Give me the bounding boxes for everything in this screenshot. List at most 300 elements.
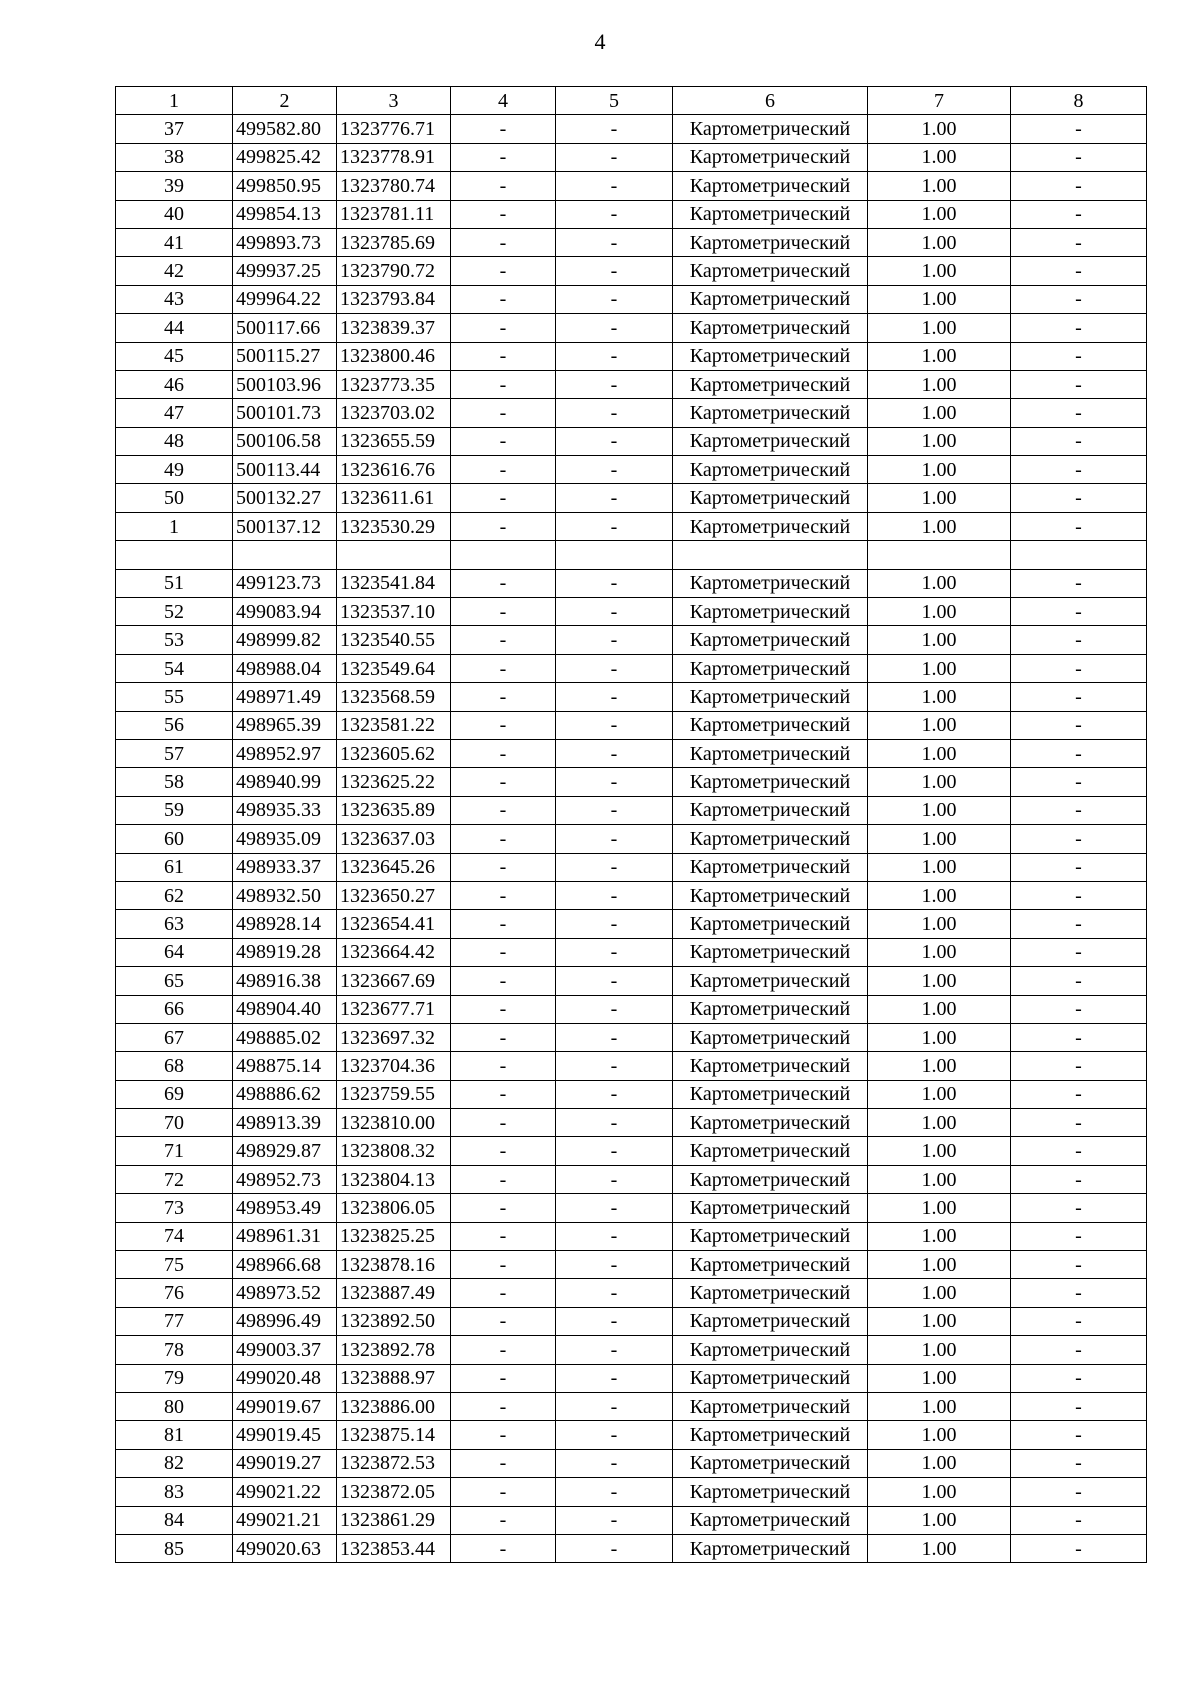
cell-x-coordinate: 498999.82 xyxy=(233,626,337,654)
cell-x-coordinate: 498875.14 xyxy=(233,1052,337,1080)
cell-col-4: - xyxy=(451,1023,556,1051)
cell-col-8: - xyxy=(1011,598,1147,626)
cell-method: Картометрический xyxy=(673,1279,868,1307)
cell-x-coordinate: 499019.45 xyxy=(233,1421,337,1449)
cell-col-8: - xyxy=(1011,285,1147,313)
cell-col-8: - xyxy=(1011,1251,1147,1279)
cell-col-8: - xyxy=(1011,115,1147,143)
cell-x-coordinate: 498940.99 xyxy=(233,768,337,796)
cell-precision: 1.00 xyxy=(868,1534,1011,1562)
cell-col-4: - xyxy=(451,1109,556,1137)
cell-x-coordinate: 499123.73 xyxy=(233,569,337,597)
cell-col-8: - xyxy=(1011,853,1147,881)
table-row xyxy=(116,314,1147,342)
cell-method: Картометрический xyxy=(673,626,868,654)
cell-col-5: - xyxy=(556,967,673,995)
cell-col-4: - xyxy=(451,484,556,512)
cell-col-8: - xyxy=(1011,1307,1147,1335)
cell-precision: 1.00 xyxy=(868,399,1011,427)
cell-col-5: - xyxy=(556,1023,673,1051)
cell-y-coordinate: 1323878.16 xyxy=(337,1251,451,1279)
cell-point-number: 38 xyxy=(116,143,233,171)
cell-y-coordinate: 1323655.59 xyxy=(337,427,451,455)
cell-col-4: - xyxy=(451,228,556,256)
cell-method: Картометрический xyxy=(673,1392,868,1420)
cell-col-4: - xyxy=(451,654,556,682)
cell-y-coordinate: 1323773.35 xyxy=(337,370,451,398)
cell-y-coordinate: 1323892.50 xyxy=(337,1307,451,1335)
cell-col-8: - xyxy=(1011,1421,1147,1449)
table-row xyxy=(116,1449,1147,1477)
cell-y-coordinate: 1323808.32 xyxy=(337,1137,451,1165)
cell-col-5: - xyxy=(556,1251,673,1279)
cell-col-5: - xyxy=(556,1109,673,1137)
cell-method: Картометрический xyxy=(673,1421,868,1449)
cell-point-number: 70 xyxy=(116,1109,233,1137)
cell-method: Картометрический xyxy=(673,456,868,484)
cell-x-coordinate: 500137.12 xyxy=(233,512,337,540)
table-row xyxy=(116,1165,1147,1193)
cell-col-8: - xyxy=(1011,1222,1147,1250)
cell-x-coordinate: 498971.49 xyxy=(233,683,337,711)
page-number: 4 xyxy=(594,29,606,54)
cell-method: Картометрический xyxy=(673,1080,868,1108)
cell-y-coordinate: 1323537.10 xyxy=(337,598,451,626)
cell-col-5: - xyxy=(556,683,673,711)
cell-point-number: 73 xyxy=(116,1194,233,1222)
cell-precision: 1.00 xyxy=(868,1506,1011,1534)
cell-precision: 1.00 xyxy=(868,257,1011,285)
cell-point-number: 74 xyxy=(116,1222,233,1250)
cell-precision: 1.00 xyxy=(868,796,1011,824)
cell-point-number: 71 xyxy=(116,1137,233,1165)
cell-col-4: - xyxy=(451,569,556,597)
cell-col-4: - xyxy=(451,427,556,455)
cell-method: Картометрический xyxy=(673,1506,868,1534)
cell-precision: 1.00 xyxy=(868,739,1011,767)
cell-precision: 1.00 xyxy=(868,910,1011,938)
cell-method: Картометрический xyxy=(673,1478,868,1506)
cell-precision: 1.00 xyxy=(868,1364,1011,1392)
cell-method: Картометрический xyxy=(673,910,868,938)
table-row xyxy=(116,910,1147,938)
cell-col-8: - xyxy=(1011,1109,1147,1137)
cell-col-4: - xyxy=(451,200,556,228)
cell-y-coordinate: 1323616.76 xyxy=(337,456,451,484)
cell-y-coordinate: 1323549.64 xyxy=(337,654,451,682)
cell-precision: 1.00 xyxy=(868,143,1011,171)
cell-precision: 1.00 xyxy=(868,228,1011,256)
cell-col-8: - xyxy=(1011,143,1147,171)
cell-col-4: - xyxy=(451,1307,556,1335)
cell-precision: 1.00 xyxy=(868,1194,1011,1222)
table-row xyxy=(116,938,1147,966)
cell-x-coordinate: 499582.80 xyxy=(233,115,337,143)
cell-col-5: - xyxy=(556,1534,673,1562)
cell-precision: 1.00 xyxy=(868,995,1011,1023)
cell-col-8: - xyxy=(1011,825,1147,853)
cell-y-coordinate: 1323888.97 xyxy=(337,1364,451,1392)
table-row xyxy=(116,1109,1147,1137)
cell-col-4: - xyxy=(451,143,556,171)
cell-col-8: - xyxy=(1011,1023,1147,1051)
cell-col-8: - xyxy=(1011,1080,1147,1108)
cell-x-coordinate: 499020.48 xyxy=(233,1364,337,1392)
cell-point-number: 83 xyxy=(116,1478,233,1506)
cell-method: Картометрический xyxy=(673,1052,868,1080)
cell-x-coordinate: 498885.02 xyxy=(233,1023,337,1051)
cell-col-8: - xyxy=(1011,569,1147,597)
header-cell-col-4: 4 xyxy=(451,87,556,115)
cell-point-number: 40 xyxy=(116,200,233,228)
cell-method: Картометрический xyxy=(673,484,868,512)
cell-point-number: 42 xyxy=(116,257,233,285)
cell-x-coordinate: 498988.04 xyxy=(233,654,337,682)
cell-y-coordinate: 1323541.84 xyxy=(337,569,451,597)
cell-col-4: - xyxy=(451,1364,556,1392)
cell-x-coordinate: 498886.62 xyxy=(233,1080,337,1108)
header-cell-point-number: 1 xyxy=(116,87,233,115)
cell-method: Картометрический xyxy=(673,1364,868,1392)
cell-x-coordinate: 500103.96 xyxy=(233,370,337,398)
cell-col-5: - xyxy=(556,314,673,342)
cell-col-4: - xyxy=(451,115,556,143)
cell-col-8: - xyxy=(1011,1392,1147,1420)
table-row xyxy=(116,1052,1147,1080)
table-row xyxy=(116,796,1147,824)
cell-x-coordinate: 498932.50 xyxy=(233,881,337,909)
cell-y-coordinate: 1323778.91 xyxy=(337,143,451,171)
cell-col-5: - xyxy=(556,910,673,938)
cell-precision: 1.00 xyxy=(868,1392,1011,1420)
cell-method: Картометрический xyxy=(673,1137,868,1165)
cell-col-5: - xyxy=(556,257,673,285)
cell-col-5: - xyxy=(556,143,673,171)
cell-col-5: - xyxy=(556,825,673,853)
cell-point-number: 82 xyxy=(116,1449,233,1477)
table-row xyxy=(116,1421,1147,1449)
cell-col-4: - xyxy=(451,598,556,626)
cell-y-coordinate: 1323605.62 xyxy=(337,739,451,767)
cell-method: Картометрический xyxy=(673,711,868,739)
cell-col-5: - xyxy=(556,200,673,228)
cell-precision: 1.00 xyxy=(868,683,1011,711)
cell-col-4: - xyxy=(451,1251,556,1279)
cell-col-8: - xyxy=(1011,711,1147,739)
cell-col-4: - xyxy=(451,1392,556,1420)
cell-precision: 1.00 xyxy=(868,768,1011,796)
cell-method: Картометрический xyxy=(673,342,868,370)
cell-col-5: - xyxy=(556,427,673,455)
cell-point-number: 68 xyxy=(116,1052,233,1080)
cell-col-5: - xyxy=(556,1052,673,1080)
table-row xyxy=(116,1506,1147,1534)
cell-point-number: 57 xyxy=(116,739,233,767)
cell-col-8: - xyxy=(1011,1165,1147,1193)
cell-col-4: - xyxy=(451,910,556,938)
table-row xyxy=(116,1137,1147,1165)
cell-point-number: 67 xyxy=(116,1023,233,1051)
cell-precision: 1.00 xyxy=(868,456,1011,484)
table-row xyxy=(116,1080,1147,1108)
header-cell-col-8: 8 xyxy=(1011,87,1147,115)
table-row xyxy=(116,1279,1147,1307)
cell-precision: 1.00 xyxy=(868,825,1011,853)
cell-method: Картометрический xyxy=(673,1449,868,1477)
table-row xyxy=(116,172,1147,200)
cell-point-number: 65 xyxy=(116,967,233,995)
cell-precision: 1.00 xyxy=(868,200,1011,228)
cell-method: Картометрический xyxy=(673,512,868,540)
cell-col-8: - xyxy=(1011,881,1147,909)
cell-col-8: - xyxy=(1011,1478,1147,1506)
cell-y-coordinate: 1323635.89 xyxy=(337,796,451,824)
cell-x-coordinate: 498904.40 xyxy=(233,995,337,1023)
cell-point-number: 55 xyxy=(116,683,233,711)
cell-x-coordinate: 498935.09 xyxy=(233,825,337,853)
cell-col-4: - xyxy=(451,1506,556,1534)
cell-col-8: - xyxy=(1011,1364,1147,1392)
table-row xyxy=(116,1364,1147,1392)
cell-method xyxy=(673,541,868,569)
table-row xyxy=(116,456,1147,484)
cell-x-coordinate: 498953.49 xyxy=(233,1194,337,1222)
cell-col-4: - xyxy=(451,1222,556,1250)
cell-col-4: - xyxy=(451,967,556,995)
cell-x-coordinate: 499825.42 xyxy=(233,143,337,171)
cell-point-number: 79 xyxy=(116,1364,233,1392)
cell-precision: 1.00 xyxy=(868,1222,1011,1250)
cell-x-coordinate: 499854.13 xyxy=(233,200,337,228)
table-row xyxy=(116,711,1147,739)
cell-method: Картометрический xyxy=(673,1534,868,1562)
cell-y-coordinate: 1323793.84 xyxy=(337,285,451,313)
table-row xyxy=(116,683,1147,711)
cell-col-5: - xyxy=(556,1307,673,1335)
table-body xyxy=(116,87,1147,1563)
cell-x-coordinate: 498961.31 xyxy=(233,1222,337,1250)
cell-method: Картометрический xyxy=(673,143,868,171)
cell-precision: 1.00 xyxy=(868,370,1011,398)
cell-method: Картометрический xyxy=(673,739,868,767)
cell-point-number: 84 xyxy=(116,1506,233,1534)
table-row xyxy=(116,1251,1147,1279)
cell-point-number: 66 xyxy=(116,995,233,1023)
cell-y-coordinate: 1323886.00 xyxy=(337,1392,451,1420)
table-row xyxy=(116,115,1147,143)
cell-col-8: - xyxy=(1011,484,1147,512)
cell-y-coordinate: 1323839.37 xyxy=(337,314,451,342)
cell-col-5: - xyxy=(556,285,673,313)
cell-point-number: 59 xyxy=(116,796,233,824)
cell-col-5: - xyxy=(556,1137,673,1165)
cell-precision: 1.00 xyxy=(868,1251,1011,1279)
cell-y-coordinate: 1323611.61 xyxy=(337,484,451,512)
cell-col-5: - xyxy=(556,1392,673,1420)
cell-method: Картометрический xyxy=(673,399,868,427)
cell-precision: 1.00 xyxy=(868,1478,1011,1506)
cell-y-coordinate: 1323654.41 xyxy=(337,910,451,938)
table-row xyxy=(116,853,1147,881)
cell-col-8: - xyxy=(1011,228,1147,256)
cell-x-coordinate: 498973.52 xyxy=(233,1279,337,1307)
cell-point-number: 76 xyxy=(116,1279,233,1307)
cell-x-coordinate: 499019.67 xyxy=(233,1392,337,1420)
cell-col-5: - xyxy=(556,1364,673,1392)
cell-col-4: - xyxy=(451,1449,556,1477)
cell-point-number: 50 xyxy=(116,484,233,512)
cell-col-4: - xyxy=(451,1165,556,1193)
cell-col-8: - xyxy=(1011,654,1147,682)
cell-x-coordinate: 500117.66 xyxy=(233,314,337,342)
cell-precision: 1.00 xyxy=(868,172,1011,200)
cell-col-4: - xyxy=(451,172,556,200)
cell-col-8: - xyxy=(1011,683,1147,711)
cell-method: Картометрический xyxy=(673,995,868,1023)
cell-method: Картометрический xyxy=(673,938,868,966)
table-row xyxy=(116,995,1147,1023)
cell-point-number: 62 xyxy=(116,881,233,909)
cell-y-coordinate: 1323804.13 xyxy=(337,1165,451,1193)
cell-point-number: 49 xyxy=(116,456,233,484)
cell-precision: 1.00 xyxy=(868,342,1011,370)
cell-y-coordinate: 1323776.71 xyxy=(337,115,451,143)
cell-point-number: 75 xyxy=(116,1251,233,1279)
cell-precision: 1.00 xyxy=(868,484,1011,512)
cell-point-number: 61 xyxy=(116,853,233,881)
cell-point-number: 77 xyxy=(116,1307,233,1335)
cell-col-5: - xyxy=(556,569,673,597)
cell-y-coordinate: 1323581.22 xyxy=(337,711,451,739)
cell-y-coordinate: 1323645.26 xyxy=(337,853,451,881)
cell-x-coordinate: 498916.38 xyxy=(233,967,337,995)
cell-x-coordinate: 500132.27 xyxy=(233,484,337,512)
table-row xyxy=(116,1222,1147,1250)
cell-precision: 1.00 xyxy=(868,1279,1011,1307)
cell-col-5: - xyxy=(556,598,673,626)
cell-col-4: - xyxy=(451,399,556,427)
cell-y-coordinate: 1323892.78 xyxy=(337,1336,451,1364)
cell-point-number: 37 xyxy=(116,115,233,143)
cell-point-number: 44 xyxy=(116,314,233,342)
cell-x-coordinate: 500115.27 xyxy=(233,342,337,370)
cell-y-coordinate: 1323825.25 xyxy=(337,1222,451,1250)
cell-point-number: 63 xyxy=(116,910,233,938)
cell-x-coordinate: 499937.25 xyxy=(233,257,337,285)
table-row xyxy=(116,200,1147,228)
cell-col-4: - xyxy=(451,853,556,881)
cell-point-number: 58 xyxy=(116,768,233,796)
cell-x-coordinate: 500106.58 xyxy=(233,427,337,455)
cell-x-coordinate: 499893.73 xyxy=(233,228,337,256)
cell-col-4: - xyxy=(451,285,556,313)
cell-y-coordinate: 1323664.42 xyxy=(337,938,451,966)
cell-col-8: - xyxy=(1011,200,1147,228)
cell-method: Картометрический xyxy=(673,200,868,228)
cell-point-number: 45 xyxy=(116,342,233,370)
cell-point-number: 48 xyxy=(116,427,233,455)
cell-method: Картометрический xyxy=(673,683,868,711)
header-cell-x-coordinate: 2 xyxy=(233,87,337,115)
cell-col-8: - xyxy=(1011,427,1147,455)
cell-method: Картометрический xyxy=(673,1307,868,1335)
cell-precision: 1.00 xyxy=(868,512,1011,540)
cell-y-coordinate: 1323781.11 xyxy=(337,200,451,228)
cell-col-5: - xyxy=(556,1478,673,1506)
cell-y-coordinate: 1323650.27 xyxy=(337,881,451,909)
cell-col-4: - xyxy=(451,938,556,966)
cell-y-coordinate: 1323790.72 xyxy=(337,257,451,285)
cell-y-coordinate: 1323637.03 xyxy=(337,825,451,853)
cell-y-coordinate: 1323800.46 xyxy=(337,342,451,370)
cell-precision: 1.00 xyxy=(868,654,1011,682)
cell-x-coordinate xyxy=(233,541,337,569)
table-row xyxy=(116,1307,1147,1335)
cell-col-4: - xyxy=(451,1421,556,1449)
cell-point-number: 53 xyxy=(116,626,233,654)
cell-col-8: - xyxy=(1011,967,1147,995)
table-row xyxy=(116,228,1147,256)
cell-col-5: - xyxy=(556,853,673,881)
cell-y-coordinate: 1323872.05 xyxy=(337,1478,451,1506)
cell-col-5: - xyxy=(556,796,673,824)
table-row xyxy=(116,654,1147,682)
cell-y-coordinate: 1323861.29 xyxy=(337,1506,451,1534)
cell-method: Картометрический xyxy=(673,1023,868,1051)
cell-col-5: - xyxy=(556,938,673,966)
cell-method: Картометрический xyxy=(673,569,868,597)
cell-y-coordinate: 1323568.59 xyxy=(337,683,451,711)
table-row xyxy=(116,512,1147,540)
cell-method: Картометрический xyxy=(673,796,868,824)
cell-method: Картометрический xyxy=(673,1336,868,1364)
cell-x-coordinate: 499020.63 xyxy=(233,1534,337,1562)
cell-method: Картометрический xyxy=(673,314,868,342)
cell-y-coordinate: 1323806.05 xyxy=(337,1194,451,1222)
cell-y-coordinate: 1323697.32 xyxy=(337,1023,451,1051)
cell-method: Картометрический xyxy=(673,654,868,682)
cell-col-4: - xyxy=(451,796,556,824)
table-row xyxy=(116,967,1147,995)
cell-col-8: - xyxy=(1011,257,1147,285)
cell-col-4: - xyxy=(451,683,556,711)
cell-col-4: - xyxy=(451,1080,556,1108)
cell-col-8: - xyxy=(1011,626,1147,654)
cell-point-number: 1 xyxy=(116,512,233,540)
cell-col-4: - xyxy=(451,370,556,398)
cell-method: Картометрический xyxy=(673,257,868,285)
cell-col-4: - xyxy=(451,456,556,484)
cell-precision: 1.00 xyxy=(868,1336,1011,1364)
cell-point-number: 80 xyxy=(116,1392,233,1420)
cell-y-coordinate: 1323540.55 xyxy=(337,626,451,654)
cell-method: Картометрический xyxy=(673,967,868,995)
cell-col-8: - xyxy=(1011,314,1147,342)
cell-col-8: - xyxy=(1011,342,1147,370)
cell-y-coordinate: 1323677.71 xyxy=(337,995,451,1023)
cell-x-coordinate: 498952.73 xyxy=(233,1165,337,1193)
cell-method: Картометрический xyxy=(673,598,868,626)
cell-y-coordinate: 1323810.00 xyxy=(337,1109,451,1137)
cell-precision: 1.00 xyxy=(868,938,1011,966)
cell-point-number: 69 xyxy=(116,1080,233,1108)
cell-x-coordinate: 498928.14 xyxy=(233,910,337,938)
cell-precision: 1.00 xyxy=(868,1137,1011,1165)
cell-col-8: - xyxy=(1011,1052,1147,1080)
cell-col-8: - xyxy=(1011,172,1147,200)
cell-precision xyxy=(868,541,1011,569)
table-row xyxy=(116,541,1147,569)
